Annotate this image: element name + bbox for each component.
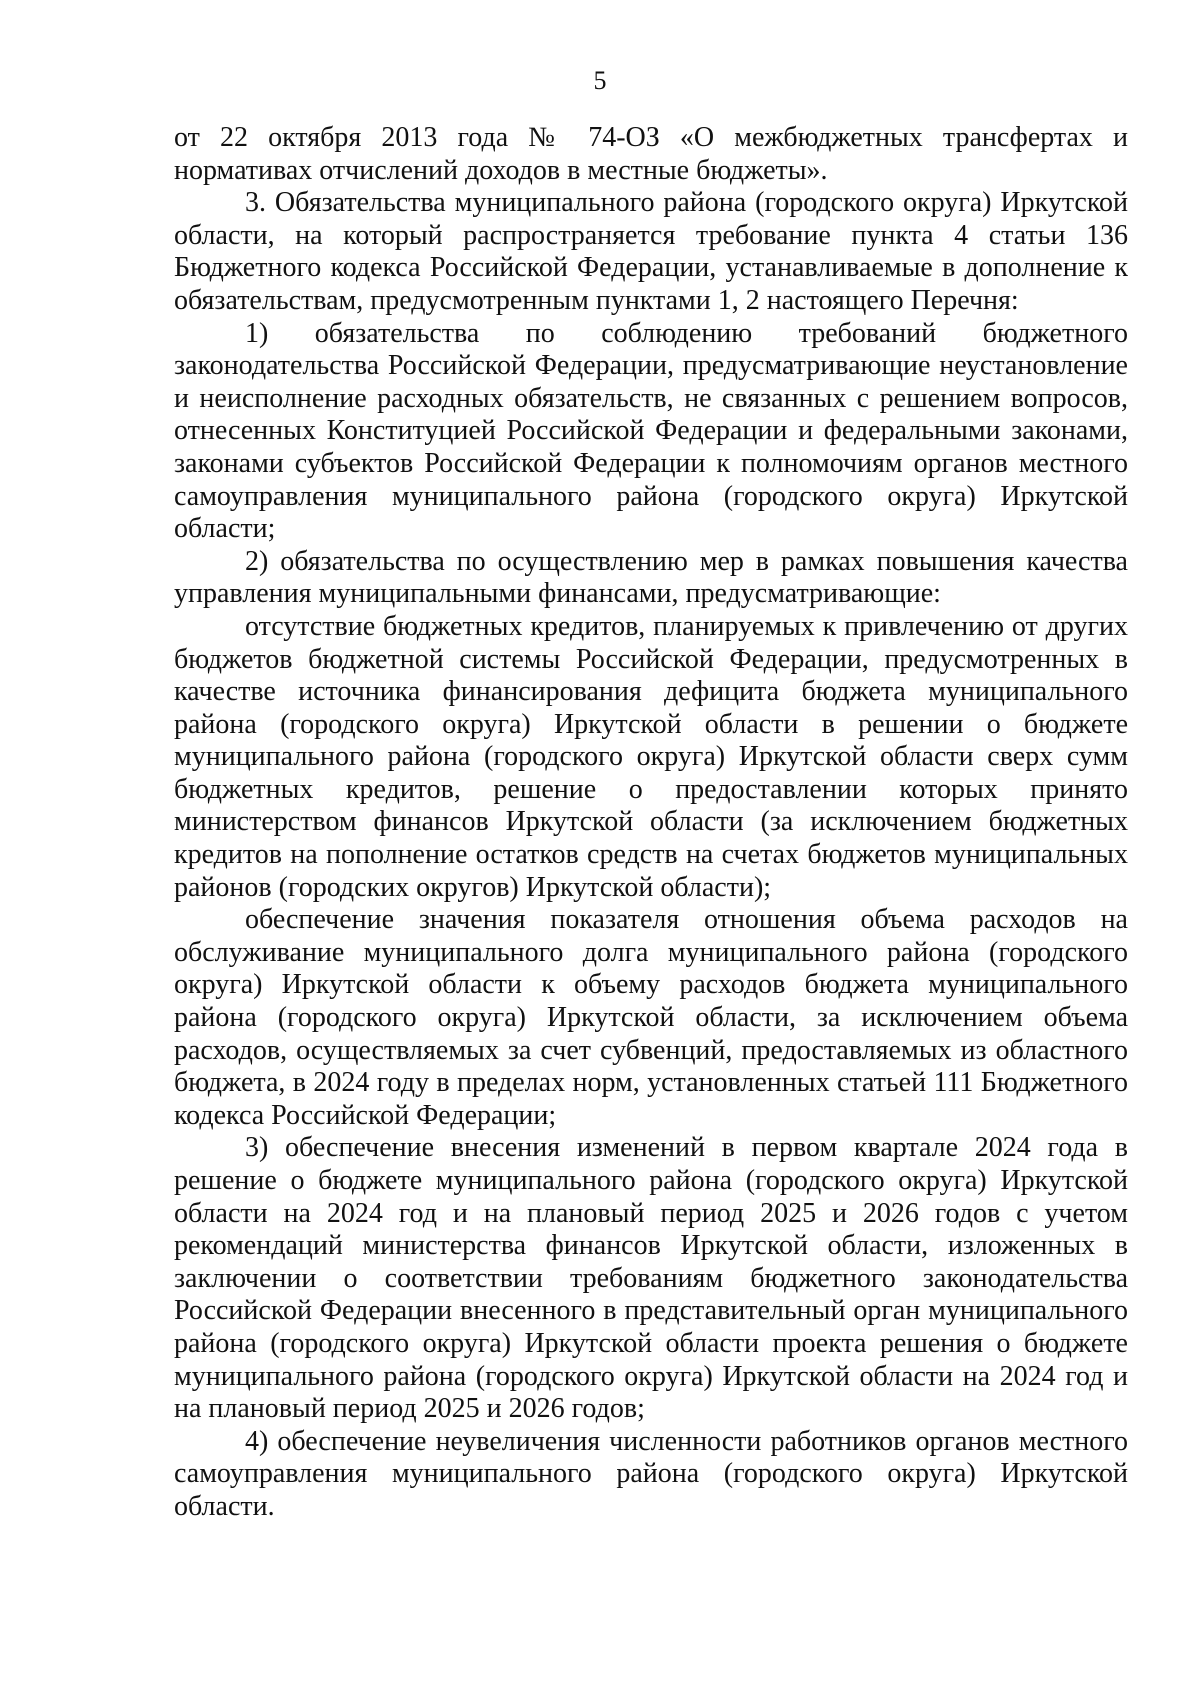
paragraph-subitem-4: 4) обеспечение неувеличения численности работников органов местного самоуправления муниципального района (городского округа) Иркутской области. [174,1425,1128,1522]
paragraph-subitem-3: 3) обеспечение внесения изменений в первом квартале 2024 года в решение о бюджете муниципального района (городского округа) Иркутской области на 2024 год и на плановый период 2025 и 2026 годов с учетом рекомендаций министерства финансов Иркутской области, изложенных в заключении о соответствии требованиям бюджетного законодательства Российской Федерации внесенного в представительный орган муниципального района (городского округа) Иркутской области проекта решения о бюджете муниципального района (городского округа) Иркутской области на 2024 год и на плановый период 2025 и 2026 годов; [174,1132,1128,1425]
paragraph-subitem-2: 2) обязательства по осуществлению мер в рамках повышения качества управления муниципальными финансами, предусматривающие: [174,545,1128,610]
paragraph-subitem-1: 1) обязательства по соблюдению требований бюджетного законодательства Российской Федерации, предусматривающие неустановление и неисполнение расходных обязательств, не связанных с решением вопросов, отнесенных Конституцией Российской Федерации и федеральными законами, законами субъектов Российской Федерации к полномочиям органов местного самоуправления муниципального района (городского округа) Иркутской области; [174,317,1128,545]
page-number: 5 [593,66,607,95]
paragraph-item-3: 3. Обязательства муниципального района (городского округа) Иркутской области, на который распространяется требование пункта 4 статьи 136 Бюджетного кодекса Российской Федерации, устанавливаемые в дополнение к обязательствам, предусмотренным пунктами 1, 2 настоящего Перечня: [174,187,1128,316]
paragraph-budget-credits: отсутствие бюджетных кредитов, планируемых к привлечению от других бюджетов бюджетной системы Российской Федерации, предусмотренных в качестве источника финансирования дефицита бюджета муниципального района (городского округа) Иркутской области в решении о бюджете муниципального района (городского округа) Иркутской области сверх сумм бюджетных кредитов, решение о предоставлении которых принято министерством финансов Иркутской области (за исключением бюджетных кредитов на пополнение остатков средств на счетах бюджетов муниципальных районов (городских округов) Иркутской области); [174,610,1128,903]
paragraph-debt-service: обеспечение значения показателя отношения объема расходов на обслуживание муниципального долга муниципального района (городского округа) Иркутской области к объему расходов бюджета муниципального района (городского округа) Иркутской области, за исключением объема расходов, осуществляемых за счет субвенций, предоставляемых из областного бюджета, в 2024 году в пределах норм, установленных статьей 111 Бюджетного кодекса Российской Федерации; [174,904,1128,1131]
paragraph-continuation: от 22 октября 2013 года № 74-ОЗ «О межбюджетных трансфертах и нормативах отчислений доходов в местные бюджеты». [174,122,1128,186]
document-body [174,122,1128,1524]
